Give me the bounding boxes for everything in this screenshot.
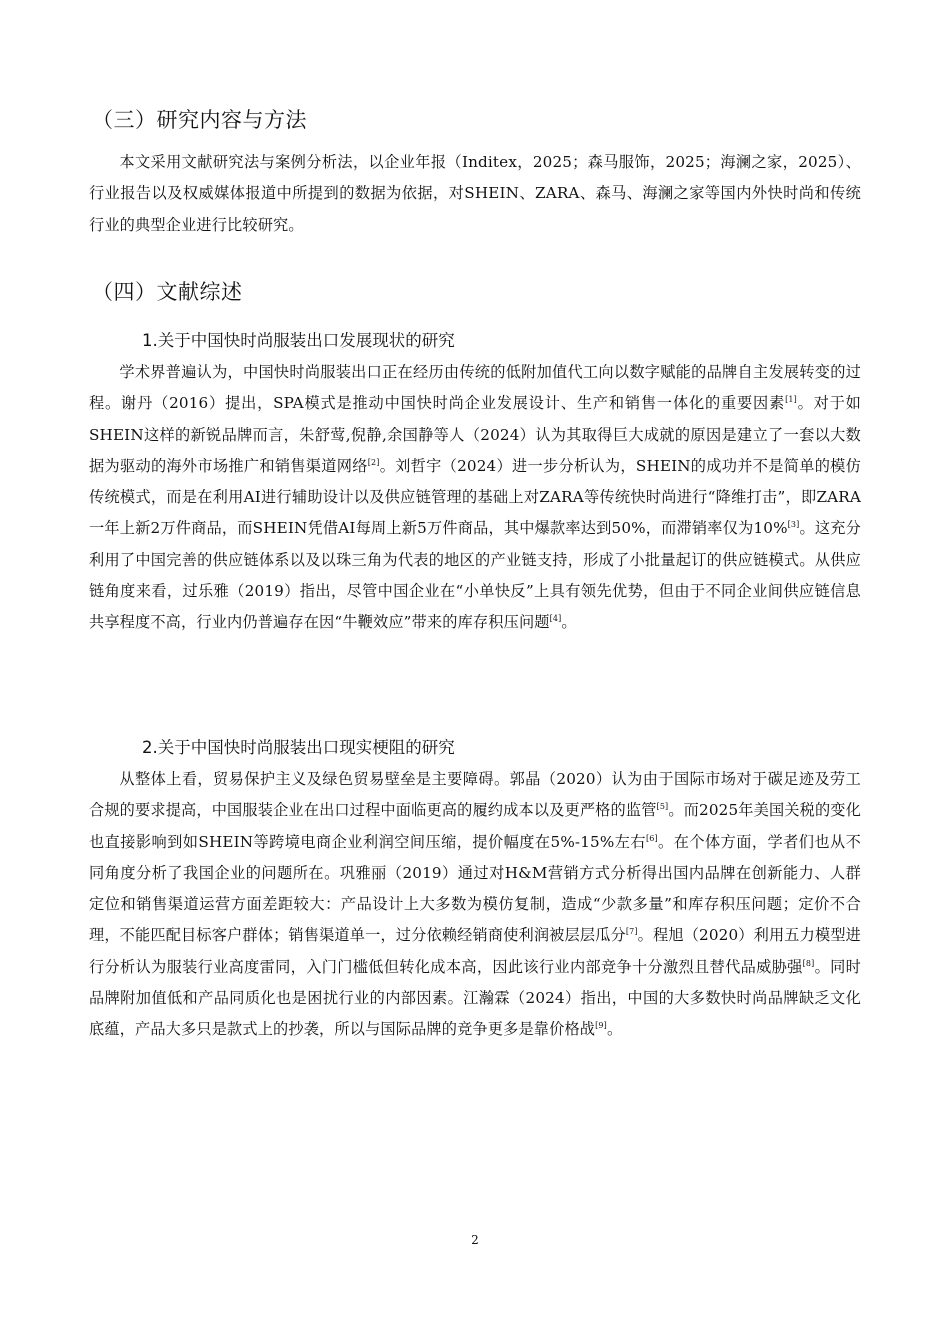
citation-ref: [7] [625, 927, 638, 937]
text-segment: 从整体上看，贸易保护主义及绿色贸易壁垒是主要障碍。郭晶（2020）认为由于国际市场对于碳足迹及劳工合规的要求提高，中国服装企业在出口过程中面临更高的履约成本以及更严格的监管 [89, 770, 861, 820]
text-segment: 。程旭（2020）利用五力模型进行分析认为服装行业高度雷同，入门门槛低但转化成本高，因此该行业内部竞争十分激烈且替代品威胁强 [89, 926, 861, 976]
text-segment: 。而2025年美国关税的变化也直接影响到如SHEIN等跨境电商企业利润空间压缩，提价幅度在5%-15%左右 [89, 801, 861, 851]
paragraph-research-methods: 本文采用文献研究法与案例分析法，以企业年报（Inditex，2025；森马服饰，2025；海澜之家，2025）、行业报告以及权威媒体报道中所提到的数据为依据，对SHEIN、ZARA、森马、海澜之家等国内外快时尚和传统行业的典型企业进行比较研究。 [89, 153, 861, 234]
citation-ref: [8] [802, 958, 815, 968]
text-segment: 。在个体方面，学者们也从不同角度分析了我国企业的问题所在。巩雅丽（2019）通过对H&M营销方式分析得出国内品牌在创新能力、人群定位和销售渠道运营方面差距较大：产品设计上大多数为模仿复制，造成“少款多量”和库存积压问题；定价不合理，不能匹配目标客户群体；销售渠道单一，过分依赖经销商使利润被层层瓜分 [89, 832, 861, 945]
page-number: 2 [471, 1233, 479, 1247]
citation-ref: [3] [787, 520, 800, 530]
section-heading-research-content-methods: （三）研究内容与方法 [92, 108, 307, 132]
citation-ref: [5] [656, 802, 669, 812]
text-segment: 。刘哲宇（2024）进一步分析认为，SHEIN的成功并不是简单的模仿传统模式，而是在利用AI进行辅助设计以及供应链管理的基础上对ZARA等传统快时尚进行“降维打击”，即ZARA一年上新2万件商品，而SHEIN凭借AI每周上新5万件商品，其中爆款率达到50%，而滞销率仅为10% [89, 456, 862, 538]
text-segment: 。同时品牌附加值低和产品同质化也是困扰行业的内部因素。江瀚霖（2024）指出，中国的大多数快时尚品牌缺乏文化底蕴，产品大多只是款式上的抄袭，所以与国际品牌的竞争更多是靠价格战 [89, 957, 861, 1039]
section-heading-literature-review: （四）文献综述 [92, 280, 243, 304]
subheading-export-status-research: 1.关于中国快时尚服装出口发展现状的研究 [142, 331, 455, 350]
paragraph-export-obstacles [89, 764, 861, 1046]
text-segment: 。对于如SHEIN这样的新锐品牌而言，朱舒莺,倪静,余国静等人（2024）认为其取得巨大成就的原因是建立了一套以大数据为驱动的海外市场推广和销售渠道网络 [89, 394, 861, 475]
text-segment: 。 [561, 613, 577, 632]
citation-ref: [1] [785, 395, 797, 405]
paragraph-export-status [89, 357, 861, 639]
subheading-export-obstacles-research: 2.关于中国快时尚服装出口现实梗阻的研究 [142, 738, 455, 757]
citation-ref: [2] [367, 457, 380, 467]
citation-ref: [4] [549, 614, 562, 624]
text-segment: 。 [606, 1020, 623, 1039]
text-segment: 学术界普遍认为，中国快时尚服装出口正在经历由传统的低附加值代工向以数字赋能的品牌自主发展转变的过程。谢丹（2016）提出，SPA模式是推动中国快时尚企业发展设计、生产和销售一体化的重要因素 [89, 363, 861, 413]
text-segment: 。这充分利用了中国完善的供应链体系以及以珠三角为代表的地区的产业链支持，形成了小批量起订的供应链模式。从供应链角度来看，过乐雅（2019）指出，尽管中国企业在“小单快反”上具有领先优势，但由于不同企业间供应链信息共享程度不高，行业内仍普遍存在因“牛鞭效应”带来的库存积压问题 [89, 519, 861, 632]
citation-ref: [9] [595, 1021, 607, 1031]
citation-ref: [6] [645, 833, 658, 843]
